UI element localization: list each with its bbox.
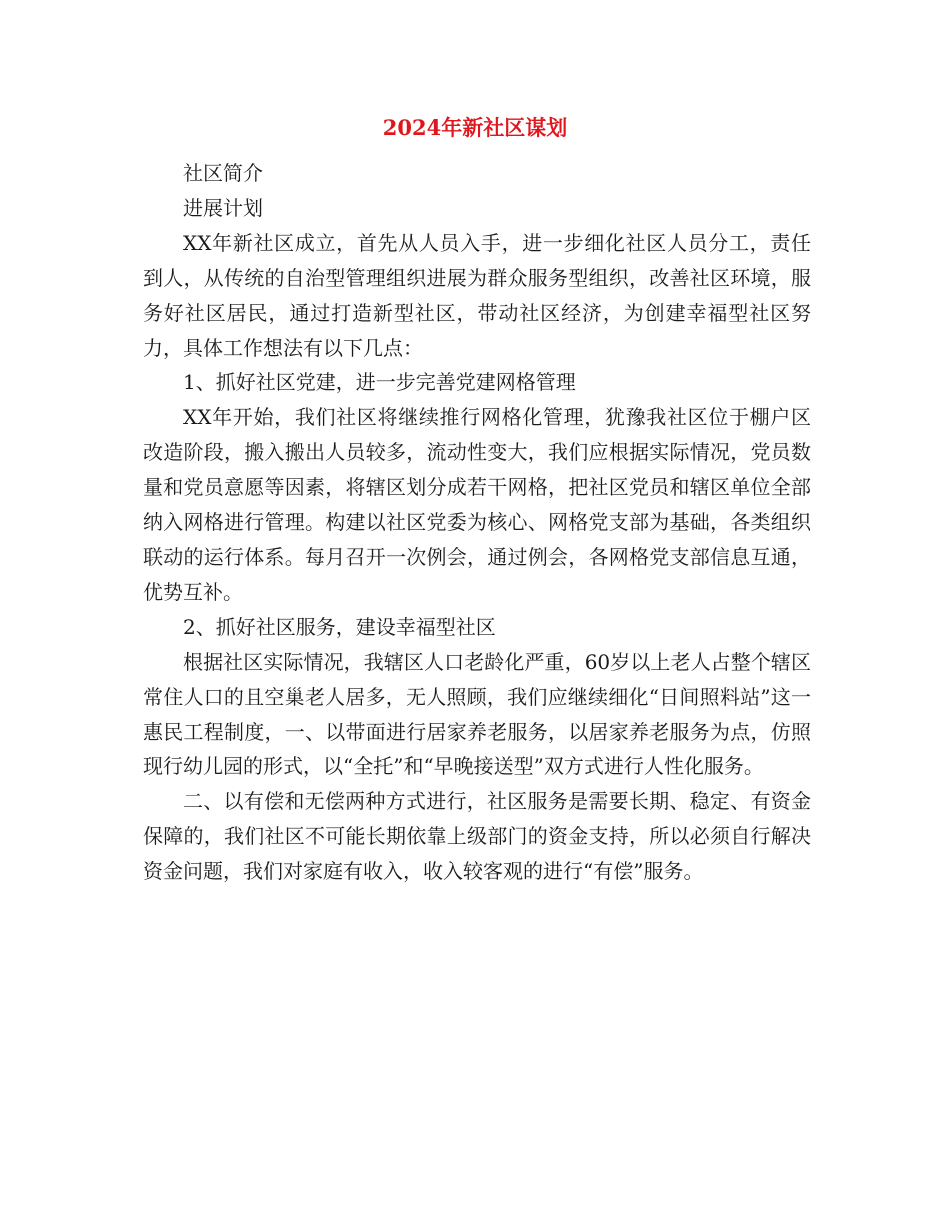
paragraph-overview: XX年新社区成立，首先从人员入手，进一步细化社区人员分工，责任到人，从传统的自治型管理组织进展为群众服务型组织，改善社区环境，服务好社区居民，通过打造新型社区，带动社区经济，为创建幸福型社区努力，具体工作想法有以下几点：	[143, 230, 811, 360]
section-heading-community-service: 2、抓好社区服务，建设幸福型社区	[183, 614, 496, 639]
paragraph-progress-plan: 进展计划	[183, 195, 263, 220]
paragraph-community-intro: 社区简介	[183, 161, 263, 185]
document-body	[143, 156, 811, 889]
paragraph-paid-service: 二、以有偿和无偿两种方式进行，社区服务是需要长期、稳定、有资金保障的，我们社区不可能长期依靠上级部门的资金支持，所以必须自行解决资金问题，我们对家庭有收入，收入较客观的进行“有偿”服务。	[143, 789, 811, 884]
document-title: 2024年新社区谋划	[382, 115, 568, 140]
paragraph-grid-management: XX年开始，我们社区将继续推行网格化管理，犹豫我社区位于棚户区改造阶段，搬入搬出人员较多，流动性变大，我们应根据实际情况，党员数量和党员意愿等因素，将辖区划分成若干网格，把社区党员和辖区单位全部纳入网格进行管理。构建以社区党委为核心、网格党支部为基础，各类组织联动的运行体系。每月召开一次例会，通过例会，各网格党支部信息互通，优势互补。	[143, 405, 811, 604]
paragraph-elderly-care: 根据社区实际情况，我辖区人口老龄化严重，60岁以上老人占整个辖区常住人口的且空巢老人居多，无人照顾，我们应继续细化“日间照料站”这一惠民工程制度，一、以带面进行居家养老服务，以居家养老服务为点，仿照现行幼儿园的形式，以“全托”和“早晚接送型”双方式进行人性化服务。	[143, 649, 811, 779]
section-heading-party-building: 1、抓好社区党建，进一步完善党建网格管理	[183, 370, 576, 395]
